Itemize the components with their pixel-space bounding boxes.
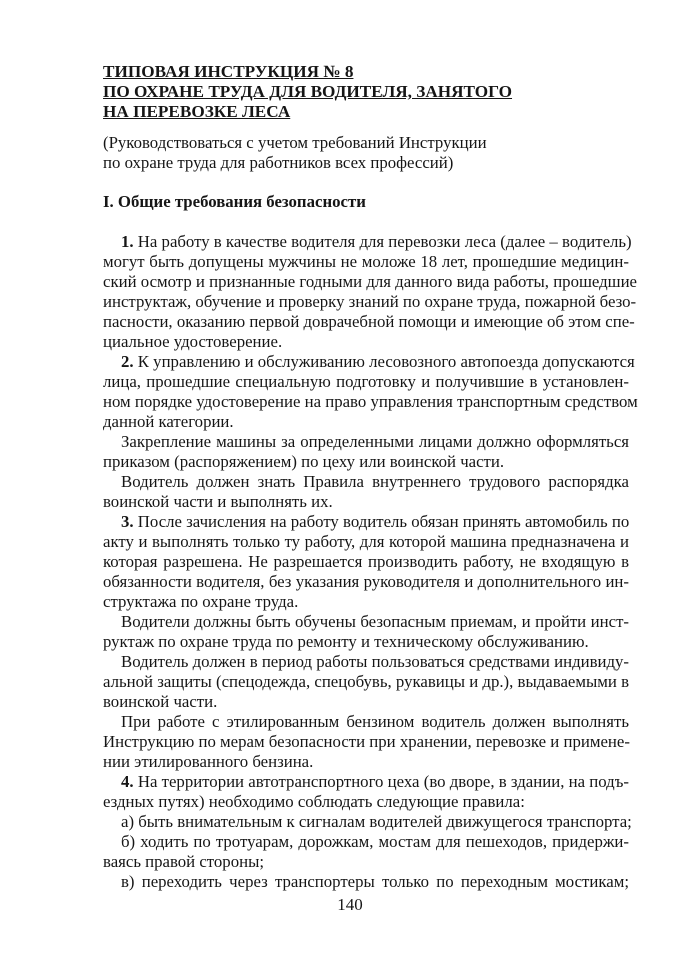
paragraph-3-number: 3. bbox=[121, 512, 134, 531]
paragraph-1-number: 1. bbox=[121, 232, 134, 251]
paragraph-2c-line-1: Водитель должен знать Правила внутреннего трудового распорядка bbox=[121, 472, 629, 491]
paragraph-3-line-3: которая разрешена. Не разрешается производить работу, не входящую в bbox=[103, 552, 629, 571]
paragraph-4-line-1 bbox=[121, 772, 629, 792]
paragraph-2-line-2: лица, прошедшие специальную подготовку и получившие в установлен- bbox=[103, 372, 629, 391]
note-line-2: по охране труда для работников всех профессий) bbox=[103, 153, 454, 172]
paragraph-1-text: На работу в качестве водителя для перевозки леса (далее – водитель) bbox=[133, 232, 632, 251]
paragraph-3-line-1 bbox=[121, 512, 629, 532]
paragraph-1-line-2: могут быть допущены мужчины не моложе 18 лет, прошедшие медицин- bbox=[103, 252, 629, 271]
paragraph-4-text: На территории автотранспортного цеха (во дворе, в здании, на подъ- bbox=[133, 772, 629, 791]
note-line-1: (Руководствоваться с учетом требований Инструкции bbox=[103, 133, 487, 152]
paragraph-3c-line-2: альной защиты (спецодежда, спецобувь, рукавицы и др.), выдаваемыми в bbox=[103, 672, 629, 691]
paragraph-4-line-2: ездных путях) необходимо соблюдать следующие правила: bbox=[103, 792, 525, 811]
title-line-2: ПО ОХРАНЕ ТРУДА ДЛЯ ВОДИТЕЛЯ, ЗАНЯТОГО bbox=[103, 82, 513, 101]
paragraph-1-line-3: ский осмотр и признанные годными для данного вида работы, прошедшие bbox=[103, 272, 638, 291]
rule-b-line-2: ваясь правой стороны; bbox=[103, 852, 265, 871]
title-line-1: ТИПОВАЯ ИНСТРУКЦИЯ № 8 bbox=[103, 62, 354, 81]
paragraph-3d-line-1: При работе с этилированным бензином водитель должен выполнять bbox=[121, 712, 629, 731]
paragraph-3-line-4: обязанности водителя, без указания руководителя и дополнительного ин- bbox=[103, 572, 629, 591]
paragraph-3-line-5: структажа по охране труда. bbox=[103, 592, 299, 611]
paragraph-4-number: 4. bbox=[121, 772, 134, 791]
paragraph-3b-line-1: Водители должны быть обучены безопасным приемам, и пройти инст- bbox=[121, 612, 629, 631]
paragraph-2-line-3: ном порядке удостоверение на право управления транспортным средством bbox=[103, 392, 638, 411]
paragraph-3c-line-3: воинской части. bbox=[103, 692, 218, 711]
paragraph-1-line-4: инструктаж, обучение и проверку знаний по охране труда, пожарной безо- bbox=[103, 292, 637, 311]
section-heading: I. Общие требования безопасности bbox=[103, 192, 366, 211]
title-line-3: НА ПЕРЕВОЗКЕ ЛЕСА bbox=[103, 102, 291, 121]
paragraph-3c-line-1: Водитель должен в период работы пользоваться средствами индивиду- bbox=[121, 652, 630, 671]
paragraph-2-line-4: данной категории. bbox=[103, 412, 234, 431]
paragraph-2-number: 2. bbox=[121, 352, 134, 371]
page-number: 140 bbox=[337, 895, 363, 914]
paragraph-3b-line-2: руктаж по охране труда по ремонту и техническому обслуживанию. bbox=[103, 632, 589, 651]
paragraph-2c-line-2: воинской части и выполнять их. bbox=[103, 492, 333, 511]
rule-a: а) быть внимательным к сигналам водителей движущегося транспорта; bbox=[121, 812, 632, 831]
rule-c: в) переходить через транспортеры только по переходным мостикам; bbox=[121, 872, 629, 891]
paragraph-1-line-1 bbox=[121, 232, 632, 252]
rule-b-line-1: б) ходить по тротуарам, дорожкам, мостам для пешеходов, придержи- bbox=[121, 832, 629, 851]
paragraph-2b-line-1: Закрепление машины за определенными лицами должно оформляться bbox=[121, 432, 629, 451]
paragraph-3d-line-2: Инструкцию по мерам безопасности при хранении, перевозке и примене- bbox=[103, 732, 630, 751]
paragraph-3-text: После зачисления на работу водитель обязан принять автомобиль по bbox=[133, 512, 630, 531]
paragraph-1-line-5: пасности, оказанию первой доврачебной помощи и имеющие об этом спе- bbox=[103, 312, 635, 331]
paragraph-2-text: К управлению и обслуживанию лесовозного автопоезда допускаются bbox=[133, 352, 635, 371]
paragraph-2b-line-2: приказом (распоряжением) по цеху или воинской части. bbox=[103, 452, 505, 471]
paragraph-2-line-1 bbox=[121, 352, 635, 372]
paragraph-3-line-2: акту и выполнять только ту работу, для которой машина предназначена и bbox=[103, 532, 629, 551]
paragraph-3d-line-3: нии этилированного бензина. bbox=[103, 752, 314, 771]
paragraph-1-line-6: циальное удостоверение. bbox=[103, 332, 283, 351]
